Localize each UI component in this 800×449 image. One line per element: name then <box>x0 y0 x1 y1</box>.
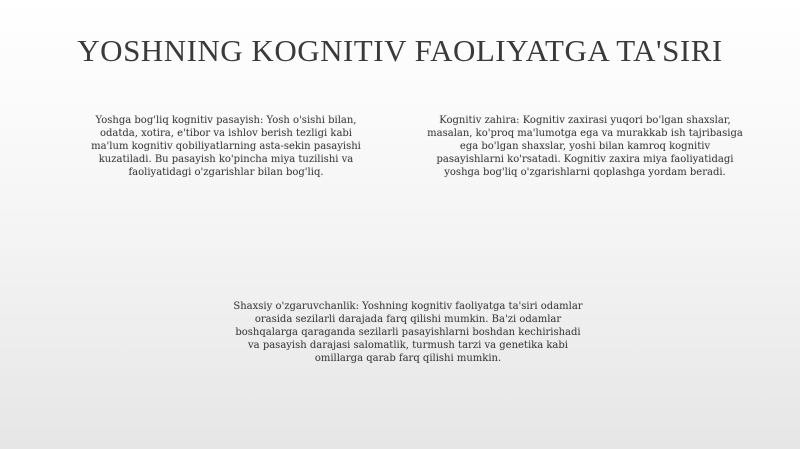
text-block-cognitive-reserve: Kognitiv zahira: Kognitiv zaxirasi yuqori bo'lgan shaxslar, masalan, ko'proq ma'lumotga ega va murakkab ish tajribasiga ega bo'lgan shaxslar, yoshi bilan kamroq kognitiv pasayishlarni ko'rsatadi. Kognitiv zaxira miya faoliyatidagi yoshga bog'liq o'zgarishlarni qoplashga yordam beradi. <box>427 115 743 178</box>
slide-title: YOSHNING KOGNITIV FAOLIYATGA TA'SIRI <box>77 33 723 68</box>
text-block-age-decline: Yoshga bog'liq kognitiv pasayish: Yosh o'sishi bilan, odatda, xotira, e'tibor va ishlov berish tezligi kabi ma'lum kognitiv qobiliyatlarning asta-sekin pasayishi kuzatiladi. Bu pasayish ko'pincha miya tuzilishi va faoliyatidagi o'zgarishlar bilan bog'liq. <box>91 115 361 178</box>
text-block-individual-variability: Shaxsiy o'zgaruvchanlik: Yoshning kognitiv faoliyatga ta'siri odamlar orasida sezilarli darajada farq qilishi mumkin. Ba'zi odamlar boshqalarga qaraganda sezilarli pasayishlarni boshdan kechirishadi va pasayish darajasi salomatlik, turmush tarzi va genetika kabi omillarga qarab farq qilishi mumkin. <box>233 301 583 364</box>
